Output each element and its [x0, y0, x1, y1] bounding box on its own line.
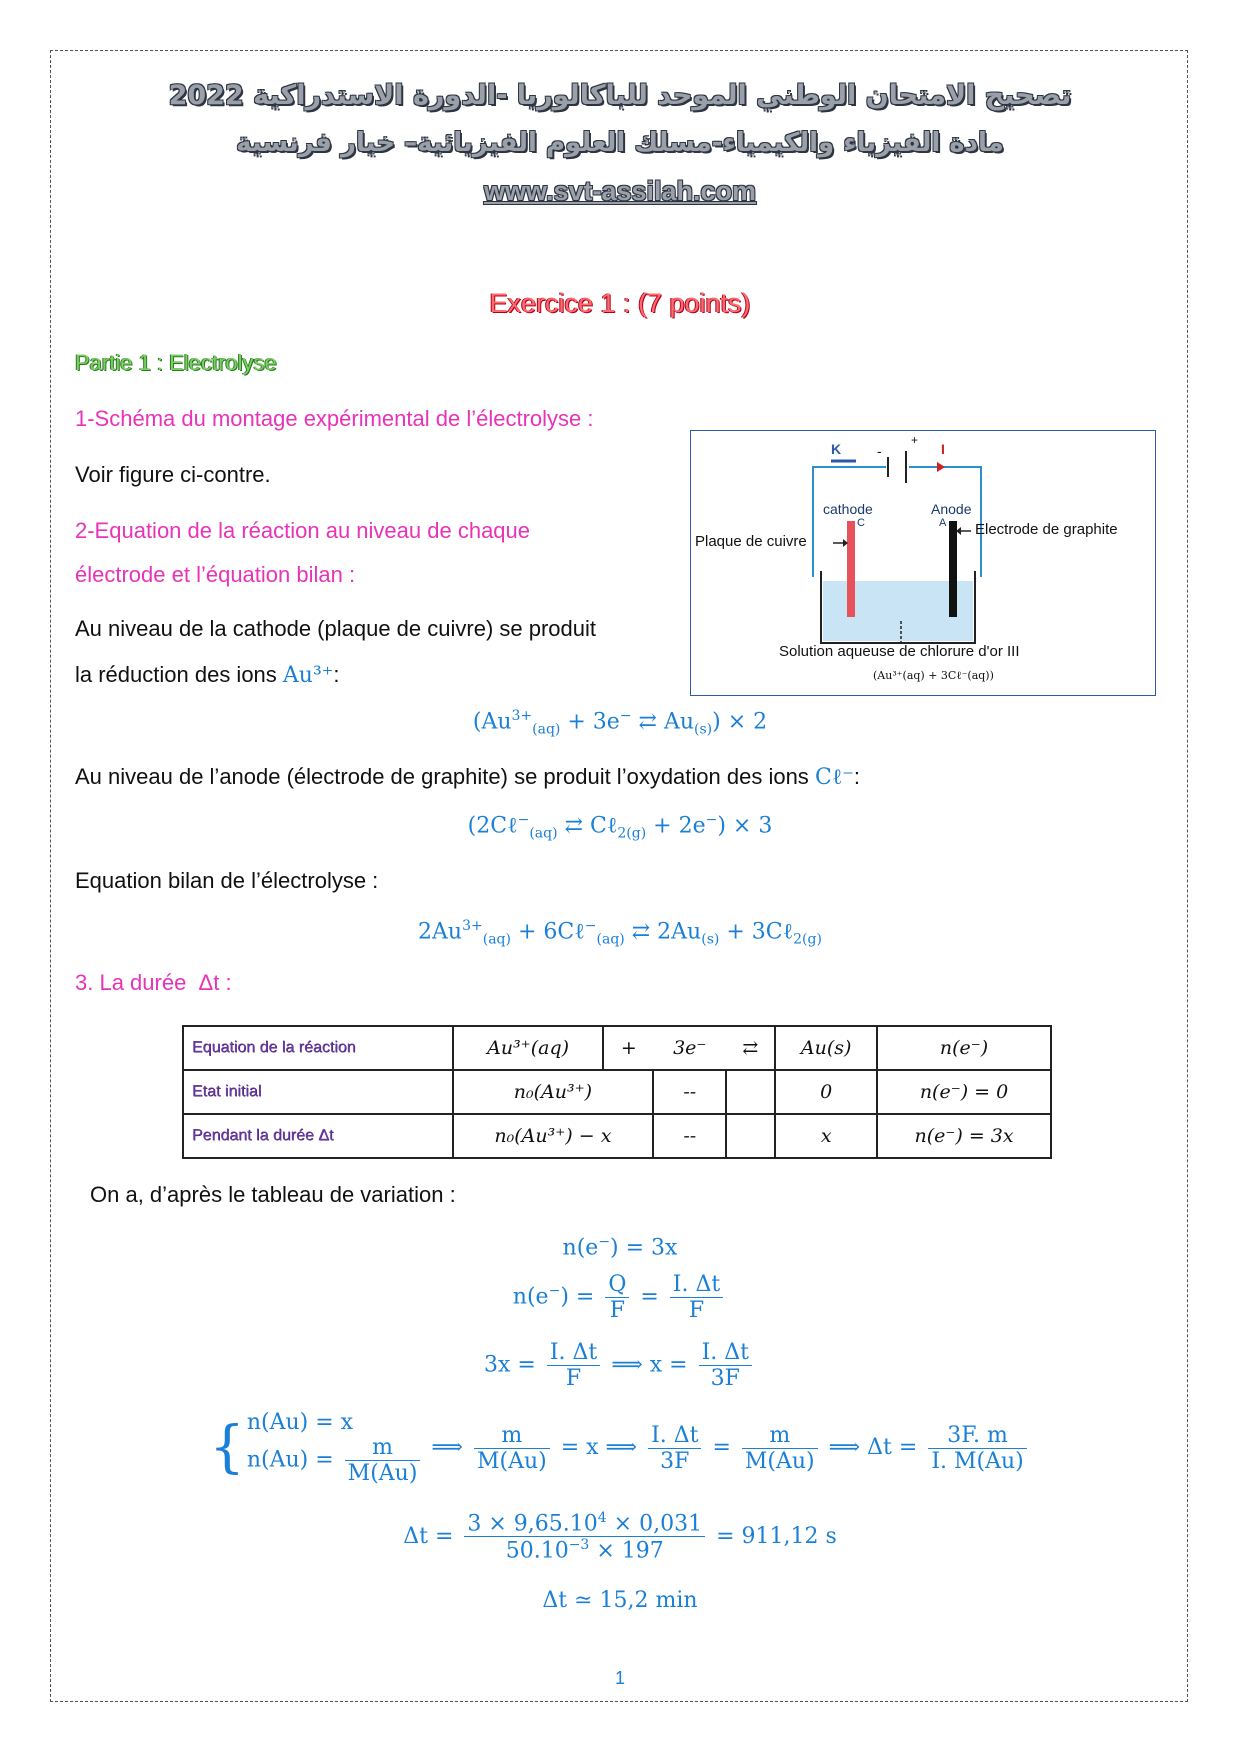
- table-cell: Etat initial: [183, 1070, 453, 1114]
- exercise-title: Exercice 1 : (7 points): [489, 288, 751, 318]
- table-cell: Equation de la réaction: [183, 1026, 453, 1070]
- q2-title-line1: 2-Equation de la réaction au niveau de chaque: [75, 518, 531, 543]
- page-number: 1: [614, 1668, 625, 1688]
- equation-numeric: Δt = $\frac{3 \times 9,65.10^4 \times 0,031}{50.10^{-3} \times 197}$ = 911,12 s: [403, 1510, 837, 1564]
- tableau-text: On a, d’après le tableau de variation :: [90, 1182, 456, 1207]
- table-cell: Au³⁺(aq): [453, 1026, 604, 1070]
- cathode-label: cathode: [823, 501, 873, 517]
- plus-label: +: [911, 433, 919, 447]
- bilan-equation: $2Au^{3+}_{(aq)}$ + 6Cℓ−$_{(aq)}$ ⇄ $2Au_{(s)}$ + 3Cℓ$_{2(g)}$: [418, 918, 822, 948]
- arabic-subtitle: مادة الفيزياء والكيمياء-مسلك العلوم الفيزيائية– خيار فرنسية: [236, 128, 1004, 158]
- table-cell: --: [653, 1070, 726, 1114]
- table-cell: [726, 1114, 775, 1158]
- q3-title: 3. La durée Δt :: [75, 970, 232, 995]
- table-cell: n₀(Au³⁺): [453, 1070, 653, 1114]
- switch-label: K: [831, 441, 842, 457]
- bilan-label: Equation bilan de l’électrolyse :: [75, 868, 379, 893]
- table-cell: [726, 1070, 775, 1114]
- anode-text: Au niveau de l’anode (électrode de graphite) se produit l’oxydation des ions Cℓ⁻:: [75, 764, 861, 790]
- minus-label: -: [877, 443, 882, 459]
- anode-label: Anode: [931, 501, 972, 517]
- cl-ion: Cℓ⁻: [814, 765, 854, 790]
- table-header-row: [183, 1026, 1051, 1070]
- electrode-label: Electrode de graphite: [975, 521, 1118, 538]
- table-cell: ⇄: [726, 1026, 775, 1070]
- table-cell: n(e⁻) = 3x: [877, 1114, 1051, 1158]
- cathode-text-line1: Au niveau de la cathode (plaque de cuivre) se produit: [75, 616, 597, 641]
- q1-answer: Voir figure ci-contre.: [75, 462, 271, 487]
- c-label: C: [857, 517, 865, 529]
- equation-x: 3x = $\frac{I. \Delta t}{F}$ ⟹ x = $\frac{I. \Delta t}{3F}$: [0, 1340, 1240, 1391]
- q1-title: 1-Schéma du montage expérimental de l’électrolyse :: [75, 406, 594, 431]
- table-cell: Au(s): [775, 1026, 877, 1070]
- solution-label: Solution aqueuse de chlorure d'or III: [779, 643, 1020, 660]
- equation-system: {n(Au) = x n(Au) = $\frac{m}{M(Au)}$ ⟹ $\frac{m}{M(Au)}$ = x ⟹ $\frac{I. \Delta t}{3F}$ = $\frac{m}{M(Au)}$ ⟹ Δt = $\frac{3F. m}{I. M(Au)}$: [0, 1410, 1240, 1486]
- table-cell: n(e⁻) = 0: [877, 1070, 1051, 1114]
- anode-equation: (2Cℓ−$_{(aq)}$ ⇄ Cℓ$_{2(g)}$ + 2e−) × 3: [467, 812, 773, 842]
- au-ion: Au³⁺: [282, 663, 334, 688]
- table-cell: x: [775, 1114, 877, 1158]
- partie-title: Partie 1 : Electrolyse: [75, 350, 277, 375]
- table-cell: 3e⁻: [653, 1026, 726, 1070]
- table-cell: n(e⁻): [877, 1026, 1051, 1070]
- table-row: [183, 1114, 1051, 1158]
- website-link[interactable]: www.svt-assilah.com: [483, 176, 757, 206]
- table-cell: 0: [775, 1070, 877, 1114]
- electrolysis-figure: [690, 430, 1156, 696]
- cathode-text-line2: la réduction des ions Au³⁺:: [75, 662, 340, 688]
- table-cell: --: [653, 1114, 726, 1158]
- table-cell: n₀(Au³⁺) − x: [453, 1114, 653, 1158]
- current-label: I: [941, 441, 945, 457]
- arabic-title: تصحيح الامتحان الوطني الموحد للباكالوريا -الدورة الاستدراكية 2022: [168, 80, 1072, 111]
- table-row: [183, 1070, 1051, 1114]
- equation-ne-q: n(e−) = $\frac{Q}{F}$ = $\frac{I. \Delta t}{F}$: [0, 1272, 1240, 1323]
- equation-ne-3x: n(e−) = 3x: [562, 1234, 678, 1261]
- plaque-label: Plaque de cuivre: [695, 533, 807, 550]
- solution-formula: (Au³⁺(aq) + 3Cℓ⁻(aq)): [873, 669, 994, 682]
- q2-title-line2: électrode et l’équation bilan :: [75, 562, 356, 587]
- cathode-equation: ($Au^{3+}_{(aq)} + 3e^-$ ⇄ $Au_{(s)}) \times 2$: [472, 708, 768, 738]
- table-cell: +: [603, 1026, 653, 1070]
- a-label: A: [939, 517, 947, 529]
- equation-result: Δt ≃ 15,2 min: [542, 1588, 698, 1613]
- variation-table: [182, 1025, 1052, 1159]
- table-cell: Pendant la durée Δt: [183, 1114, 453, 1158]
